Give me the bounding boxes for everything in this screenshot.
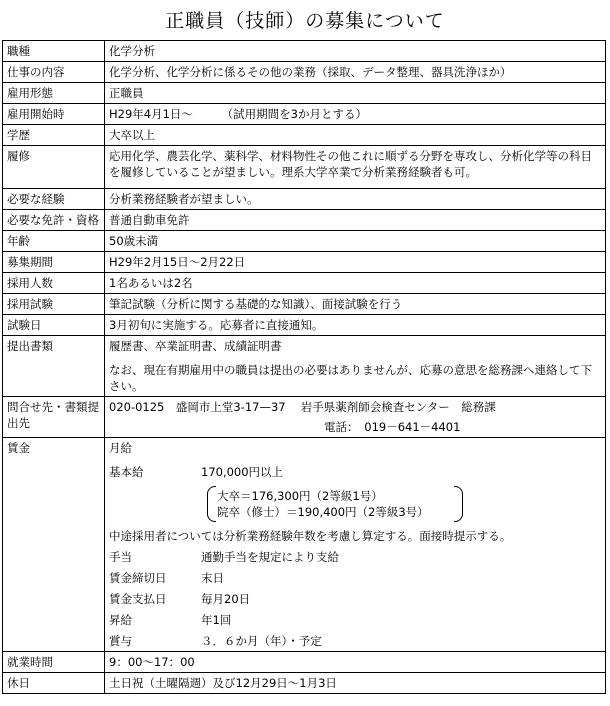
row-label: 履修 [3,146,105,189]
salary-mid-career: 中途採用者については分析業務経験年数を考慮し算定する。面接時提示する。 [109,529,512,543]
row-label: 職種 [3,41,105,62]
salary-item-key: 昇給 [109,613,132,627]
contact-tel: 電話： 019－641－4401 [324,420,461,434]
salary-base-value: 170,000円以上 [201,465,284,479]
contact-cell [105,397,606,438]
table-row [3,104,606,125]
row-value: 化学分析、化学分析に係るその他の業務（採取、データ整理、器具洗浄ほか） [105,62,606,83]
row-value: 1名あるいは2名 [105,273,606,294]
holidays-value: 土日祝（土曜隔週）及び12月29日～1月3日 [105,673,606,694]
salary-bracket-line: 院卒（修士）＝190,400円（2等級3号） [217,505,429,519]
salary-item [109,633,601,649]
salary-items [109,549,601,649]
row-label: 必要な経験 [3,189,105,210]
table-row [3,146,606,189]
row-value: 筆記試験（分析に関する基礎的な知識）、面接試験を行う [105,294,606,315]
documents-cell [105,336,606,397]
salary-item-value: ３．６か月（年）・予定 [201,634,322,648]
row-label: 雇用形態 [3,83,105,104]
row-label: 雇用開始時 [3,104,105,125]
salary-item [109,549,601,565]
row-value: 大卒以上 [105,125,606,146]
salary-base [109,464,601,480]
documents-note: なお、現在有期雇用中の職員は提出の必要はありませんが、応募の意思を総務課へ連絡して下さい。 [109,363,592,393]
documents-value: 履歴書、卒業証明書、成績証明書 [109,339,282,353]
row-label: 仕事の内容 [3,62,105,83]
row-label: 必要な免許・資格 [3,210,105,231]
salary-item-value: 毎月20日 [201,592,251,606]
row-value: 分析業務経験者が望ましい。 [105,189,606,210]
row-label: 募集期間 [3,252,105,273]
salary-item-key: 賃金支払日 [109,592,167,606]
row-label: 学歴 [3,125,105,146]
row-value: H29年4月1日～ （試用期間を3か月とする） [105,104,606,125]
row-label: 採用人数 [3,273,105,294]
table-row [3,315,606,336]
salary-item-value: 年1回 [201,613,232,627]
row-value: 正職員 [105,83,606,104]
job-table [2,40,606,694]
row-value: H29年2月15日～2月22日 [105,252,606,273]
salary-item [109,591,601,607]
salary-item [109,612,601,628]
salary-cell [105,438,606,652]
salary-bracket [207,486,463,522]
salary-item-key: 賞与 [109,634,132,648]
contact-address: 020-0125 盛岡市上堂3-17—37 岩手県薬剤師会検査センター 総務課 [109,400,496,414]
salary-item-key: 手当 [109,550,132,564]
salary-item-key: 賃金締切日 [109,571,167,585]
table-row [3,83,606,104]
salary-type: 月給 [109,441,132,455]
table-row [3,125,606,146]
salary-item [109,570,601,586]
table-row [3,189,606,210]
contact-label: 問合せ先・書類提出先 [3,397,105,438]
salary-item-value: 通勤手当を規定により支給 [201,550,339,564]
contact-row [3,397,606,438]
row-value: 50歳未満 [105,231,606,252]
table-row [3,41,606,62]
salary-row [3,438,606,652]
table-row [3,62,606,83]
documents-label: 提出書類 [3,336,105,397]
hours-value: 9：00～17：00 [105,652,606,673]
holidays-label: 休日 [3,673,105,694]
salary-base-label: 基本給 [109,465,144,479]
salary-bracket-line: 大卒＝176,300円（2等級1号） [217,489,383,503]
table-row [3,273,606,294]
row-value: 普通自動車免許 [105,210,606,231]
table-row [3,252,606,273]
holidays-row [3,673,606,694]
row-label: 採用試験 [3,294,105,315]
row-value: 3月初旬に実施する。応募者に直接通知。 [105,315,606,336]
table-row [3,294,606,315]
page-title: 正職員（技師）の募集について [165,10,445,32]
hours-row [3,652,606,673]
row-value: 応用化学、農芸化学、薬科学、材料物性その他これに順ずる分野を専攻し、分析化学等の科目を履修していることが望ましい。理系大学卒業で分析業務経験者も可。 [105,146,606,189]
salary-label: 賃金 [3,438,105,652]
table-row [3,231,606,252]
row-label: 年齢 [3,231,105,252]
row-label: 試験日 [3,315,105,336]
salary-item-value: 末日 [201,571,224,585]
row-value: 化学分析 [105,41,606,62]
table-row [3,210,606,231]
documents-row [3,336,606,397]
hours-label: 就業時間 [3,652,105,673]
